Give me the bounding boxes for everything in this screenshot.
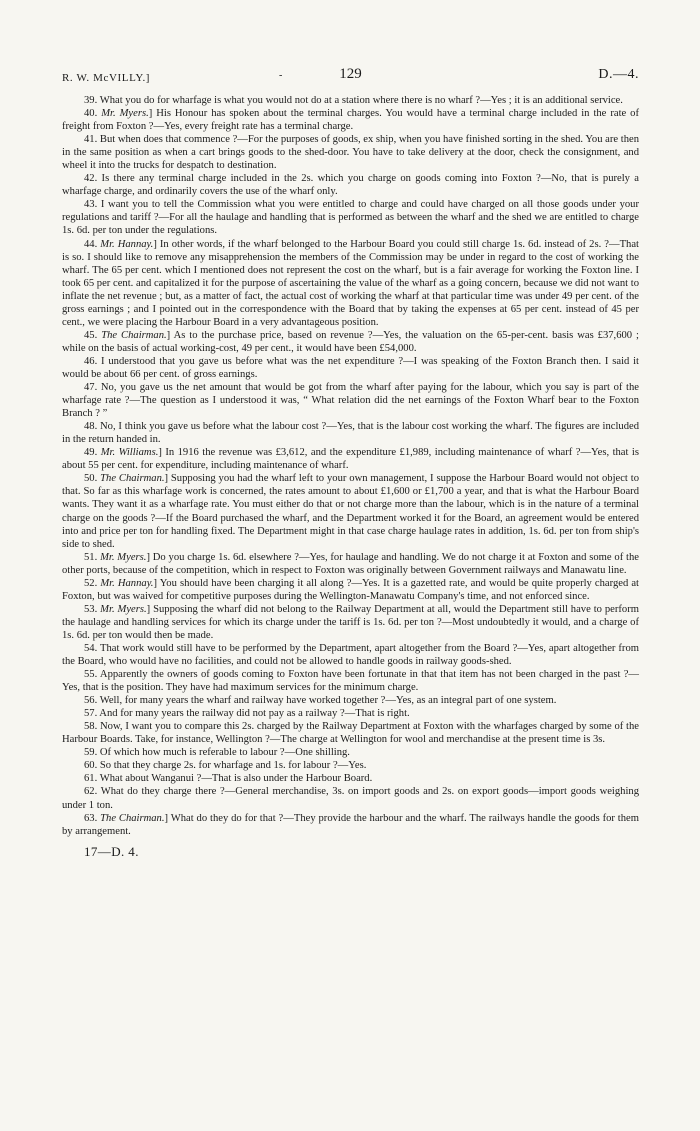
page-number: 129: [339, 66, 362, 82]
paragraph-40: 40. Mr. Myers.] His Honour has spoken about the terminal charges. You would have a terminal charge included in the rate of freight from Foxton ?—Yes, every freight rate has a terminal charge.: [62, 108, 640, 133]
paragraph-58: 58. Now, I want you to compare this 2s. charged by the Railway Department at Foxton with the wharfages charged by some of the Harbour Boards. Take, for instance, Wellington ?—The charge at Wellington for wool and merchandise at the present time is 3s.: [62, 721, 639, 746]
speaker-name: Mr. Myers.: [100, 603, 147, 615]
paragraph-59: 59. Of which how much is referable to labour ?—One shilling.: [84, 747, 350, 759]
signature-mark: 17—D. 4.: [84, 843, 139, 859]
paragraph-47: 47. No, you gave us the net amount that would be got from the wharf after paying for the labour, which you say is part of the wharfage rate ?—The question as I understood it was, “ What relation did the net earnings of the Foxton Wharf bear to the Foxton Branch ? ”: [62, 382, 639, 420]
page-mark: -: [279, 70, 283, 81]
paragraph-63: 63. The Chairman.] What do they do for that ?—They provide the harbour and the wharf. The railways handle the goods for them by arrangement.: [62, 812, 639, 837]
speaker-name: Mr. Hannay.: [100, 577, 154, 589]
paragraph-50: 50. The Chairman.] Supposing you had the wharf left to your own management, I suppose the Harbour Board would not object to that. So far as this wharfage work is concerned, the rates amount to about £1,600 or £1,700 a year, and that is what the Harbour Board wants. They want it as a wharfage rate. You must either do that or not charge more than the labour, which is in the nature of a terminal charge on the goods ?—If the Board purchased the wharf, and the Department worked it for the Board, an agreement would be entered into and price per ton for handling fixed. The Department might in that case charge haulage rates in addition, 1s. 6d. per ton from ship's side to shed.: [62, 473, 639, 550]
paragraph-56: 56. Well, for many years the wharf and railway have worked together ?—Yes, as an integral part of one system.: [84, 695, 557, 707]
paragraph-49: 49. Mr. Williams.] In 1916 the revenue was £3,612, and the expenditure £1,989, including maintenance of wharf ?—Yes, that is about 55 per cent. for expenditure, including maintenance of wharf.: [62, 447, 639, 472]
paragraph-61: 61. What about Wanganui ?—That is also under the Harbour Board.: [84, 773, 373, 785]
testimony-body: [62, 94, 639, 838]
speaker-name: The Chairman.: [101, 329, 167, 341]
paragraph-43: 43. I want you to tell the Commission what you were entitled to charge and could have charged on all those goods under your regulations and tariff ?—For all the haulage and handling that is performed as between the wharf and the shed we are entitled to charge 1s. 6d. per ton under the regulations.: [62, 199, 639, 237]
witness-name: R. W. McVILLY.]: [62, 72, 151, 84]
paragraph-51: 51. Mr. Myers.] Do you charge 1s. 6d. elsewhere ?—Yes, for haulage and handling. We do not charge it at Foxton and some of the other ports, because of the competition, which in respect to Foxton was originally between Government railways and Manawatu line.: [62, 551, 639, 576]
speaker-name: Mr. Myers.: [100, 551, 147, 563]
paragraph-52: 52. Mr. Hannay.] You should have been charging it all along ?—Yes. It is a gazetted rate, and would be quite properly charged at Foxton, but was waived for competitive purposes during the Wellington-Manawatu Company's time, and not enforced since.: [62, 577, 640, 602]
paragraph-62: 62. What do they charge there ?—General merchandise, 3s. on import goods and 2s. on export goods—import goods weighing under 1 ton.: [62, 786, 639, 811]
paragraph-42: 42. Is there any terminal charge included in the 2s. which you charge on goods coming into Foxton ?—No, that is purely a wharfage charge, and ordinarily covers the use of the wharf only.: [62, 173, 639, 198]
speaker-name: Mr. Williams.: [100, 447, 159, 459]
speaker-name: Mr. Hannay.: [100, 238, 154, 250]
speaker-name: The Chairman.: [100, 473, 165, 485]
paragraph-53: 53. Mr. Myers.] Supposing the wharf did not belong to the Railway Department at all, would the Department still have to perform the haulage and handling services for which its charge under the tariff is 1s. 6d. per ton ?—Most undoubtedly it would, and a charge of 1s. 6d. per ton would then be made.: [62, 603, 639, 641]
document-reference: D.—4.: [598, 67, 639, 82]
paragraph-54: 54. That work would still have to be performed by the Department, apart altogether from the Board ?—Yes, apart altogether from the Board, who would have no facilities, and could not be allowed to handle goods in railway goods-shed.: [62, 642, 639, 668]
paragraph-39: 39. What you do for wharfage is what you would not do at a station where there is no wharf ?—Yes ; it is an additional service.: [84, 95, 623, 106]
speaker-name: Mr. Myers.: [101, 108, 149, 120]
paragraph-45: 45. The Chairman.] As to the purchase price, based on revenue ?—Yes, the valuation on the 65-per-cent. basis was £37,600 ; while on the basis of actual working-cost, 49 per cent., it would have been £54,000.: [62, 329, 639, 354]
paragraph-44: 44. Mr. Hannay.] In other words, if the wharf belonged to the Harbour Board you could still charge 1s. 6d. instead of 2s. ?—That is so. I should like to remove any misapprehension the members of the Commission may be under in regard to the cost of working the wharf. The 65 per cent. which I mentioned does not represent the cost on the wharf, but is a fair average for working the Foxton line. I took 65 per cent. and capitalized it for the purpose of ascertaining the value of the wharf as a going concern, because we did not want to inflate the net revenue ; but, as a matter of fact, the actual cost of working the wharf at that particular time was under 49 per cent. of the gross earnings ; and I pointed out in the correspondence with the Board that by taking the expenses at 65 per cent. instead of 45 per cent., we were placing the Harbour Board in a very advantageous position.: [62, 238, 639, 328]
paragraph-57: 57. And for many years the railway did not pay as a railway ?—That is right.: [84, 708, 410, 720]
paragraph-55: 55. Apparently the owners of goods coming to Foxton have been fortunate in that that item has not been charged in the past ?—Yes, that is the position. They have had maximum services for the minimum charge.: [62, 669, 639, 694]
paragraph-41: 41. But when does that commence ?—For the purposes of goods, ex ship, when you have finished sorting in the shed. You are then in the same position as when a cart brings goods to the shed-door. You have to take delivery at the door, check the consignment, and wheel it into the trucks for despatch to destination.: [62, 134, 639, 172]
page-header: [62, 66, 639, 90]
paragraph-60: 60. So that they charge 2s. for wharfage and 1s. for labour ?—Yes.: [84, 760, 367, 772]
paragraph-46: 46. I understood that you gave us before what was the net expenditure ?—I was speaking of the Foxton Branch then. I said it would be about 66 per cent. of gross earnings.: [62, 355, 639, 380]
document-page: [62, 66, 639, 860]
paragraph-48: 48. No, I think you gave us before what the labour cost ?—Yes, that is the labour cost working the wharf. The figures are included in the return handed in.: [62, 421, 639, 446]
speaker-name: The Chairman.: [100, 812, 165, 824]
